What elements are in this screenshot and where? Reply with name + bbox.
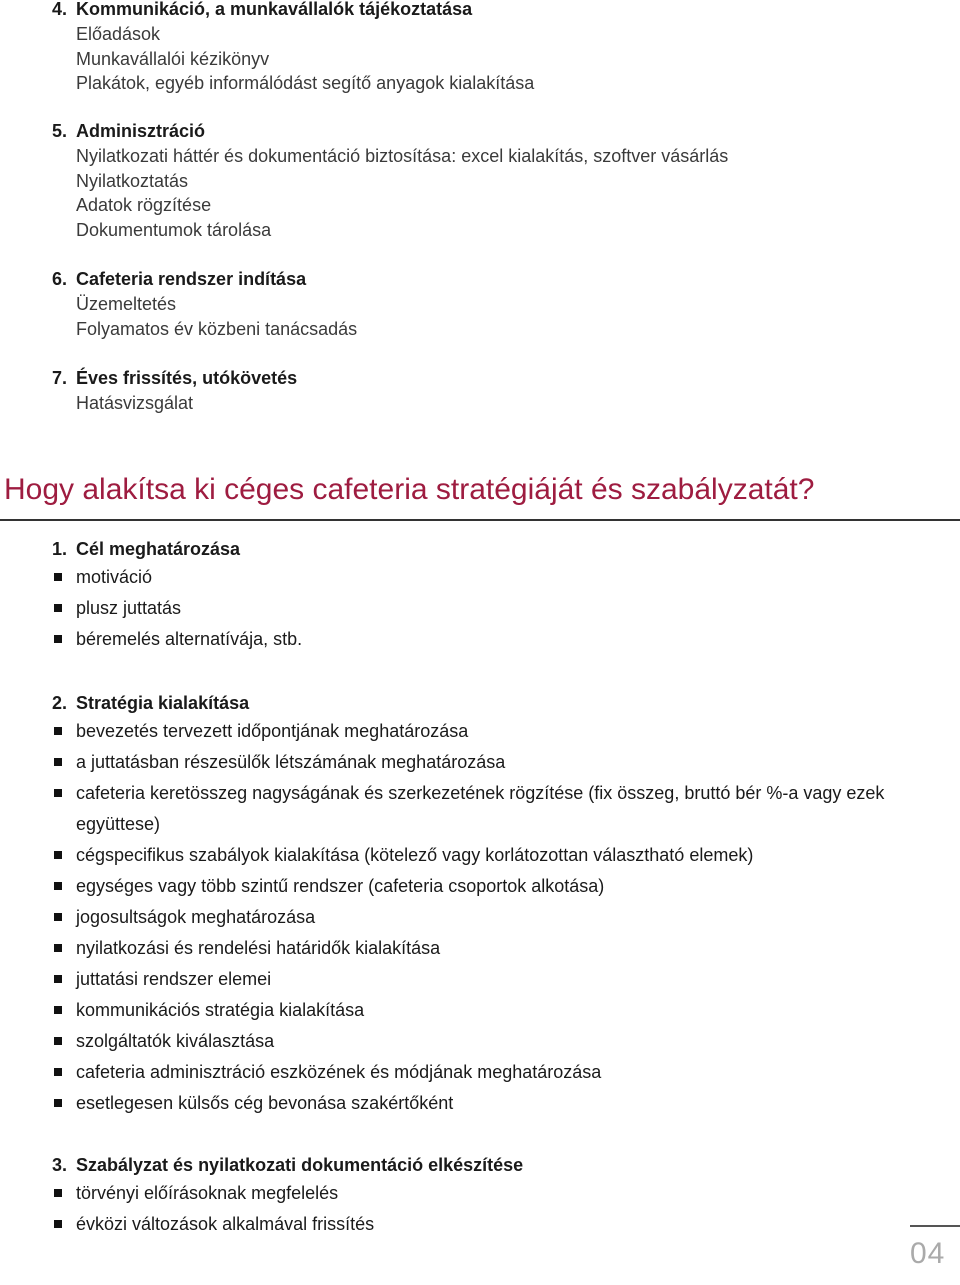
section-title: Szabályzat és nyilatkozati dokumentáció elkészítése xyxy=(76,1155,524,1175)
section-title: Stratégia kialakítása xyxy=(76,693,250,713)
list-item: egységes vagy több szintű rendszer (cafeteria csoportok alkotása) xyxy=(52,871,906,902)
list-item: béremelés alternatívája, stb. xyxy=(52,624,302,655)
section-line: Nyilatkoztatás xyxy=(76,170,189,191)
bullet-list xyxy=(52,562,302,655)
section-number: 1. xyxy=(52,539,68,559)
bullet-list xyxy=(52,716,906,1119)
list-item: törvényi előírásoknak megfelelés xyxy=(52,1178,523,1209)
square-bullet-icon xyxy=(54,1189,62,1197)
square-bullet-icon xyxy=(54,975,62,983)
square-bullet-icon xyxy=(54,1006,62,1014)
square-bullet-icon xyxy=(54,913,62,921)
section-goal xyxy=(52,537,302,655)
list-item: kommunikációs stratégia kialakítása xyxy=(52,995,906,1026)
page-number-rule xyxy=(910,1225,960,1227)
section-5 xyxy=(52,119,728,242)
section-line: Üzemeltetés xyxy=(76,294,177,314)
square-bullet-icon xyxy=(54,1037,62,1045)
section-7 xyxy=(52,366,297,416)
square-bullet-icon xyxy=(54,1220,62,1228)
section-title: Adminisztráció xyxy=(76,121,206,141)
list-item: a juttatásban részesülők létszámának meghatározása xyxy=(52,747,906,778)
square-bullet-icon xyxy=(54,1068,62,1076)
section-title: Kommunikáció, a munkavállalók tájékoztatása xyxy=(76,0,473,19)
bullet-list xyxy=(52,1178,523,1240)
section-title: Cafeteria rendszer indítása xyxy=(76,269,307,289)
list-item: motiváció xyxy=(52,562,302,593)
square-bullet-icon xyxy=(54,789,62,797)
page-number: 04 xyxy=(910,1237,946,1270)
square-bullet-icon xyxy=(54,573,62,581)
square-bullet-icon xyxy=(54,1099,62,1107)
list-item: jogosultságok meghatározása xyxy=(52,902,906,933)
list-item: évközi változások alkalmával frissítés xyxy=(52,1209,523,1240)
section-title: Éves frissítés, utókövetés xyxy=(76,368,298,388)
list-item: bevezetés tervezett időpontjának meghatározása xyxy=(52,716,906,747)
main-title: Hogy alakítsa ki céges cafeteria stratégiáját és szabályzatát? xyxy=(4,473,815,506)
list-item: nyilatkozási és rendelési határidők kialakítása xyxy=(52,933,906,964)
square-bullet-icon xyxy=(54,944,62,952)
section-line: Munkavállalói kézikönyv xyxy=(76,48,270,69)
list-item: esetlegesen külsős cég bevonása szakértőként xyxy=(52,1088,906,1119)
section-strategy xyxy=(52,691,906,1119)
square-bullet-icon xyxy=(54,758,62,766)
section-line: Nyilatkozati háttér és dokumentáció biztosítása: excel kialakítás, szoftver vásárlás xyxy=(76,146,729,166)
list-item: szolgáltatók kiválasztása xyxy=(52,1026,906,1057)
section-number: 7. xyxy=(52,368,68,388)
section-title: Cél meghatározása xyxy=(76,539,241,559)
section-regulation xyxy=(52,1153,523,1240)
title-divider xyxy=(0,519,960,521)
list-item: cégspecifikus szabályok kialakítása (kötelező vagy korlátozottan választható elemek) xyxy=(52,840,906,871)
section-6 xyxy=(52,267,357,341)
list-item: cafeteria adminisztráció eszközének és módjának meghatározása xyxy=(52,1057,906,1088)
page-number-box xyxy=(910,1225,960,1285)
list-item: cafeteria keretösszeg nagyságának és szerkezetének rögzítése (fix összeg, bruttó bér %-a vagy ezek együttese) xyxy=(52,778,906,840)
section-line: Előadások xyxy=(76,24,161,44)
section-line: Adatok rögzítése xyxy=(76,195,212,215)
section-line: Folyamatos év közbeni tanácsadás xyxy=(76,318,358,339)
square-bullet-icon xyxy=(54,851,62,859)
section-number: 5. xyxy=(52,121,68,141)
list-item: plusz juttatás xyxy=(52,593,302,624)
square-bullet-icon xyxy=(54,882,62,890)
section-line: Hatásvizsgálat xyxy=(76,393,194,413)
square-bullet-icon xyxy=(54,727,62,735)
section-number: 6. xyxy=(52,269,68,289)
square-bullet-icon xyxy=(54,604,62,612)
section-line: Dokumentumok tárolása xyxy=(76,219,272,240)
section-number: 4. xyxy=(52,0,68,19)
section-line: Plakátok, egyéb informálódást segítő anyagok kialakítása xyxy=(76,73,535,93)
section-number: 3. xyxy=(52,1155,68,1175)
square-bullet-icon xyxy=(54,635,62,643)
section-4 xyxy=(52,0,534,96)
list-item: juttatási rendszer elemei xyxy=(52,964,906,995)
section-number: 2. xyxy=(52,693,68,713)
